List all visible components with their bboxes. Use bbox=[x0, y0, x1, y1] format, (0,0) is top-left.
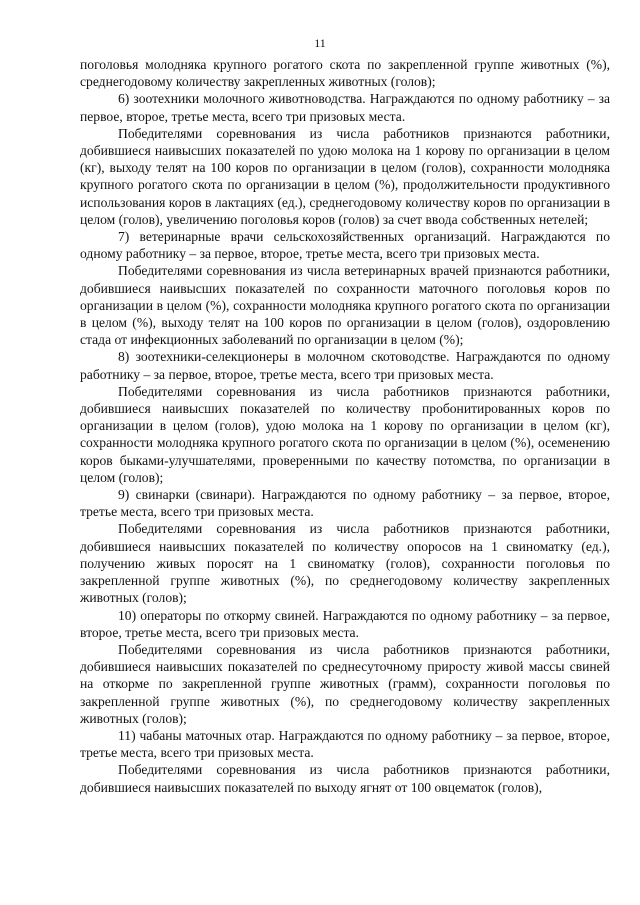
paragraph-item-10: 10) операторы по откорму свиней. Награждаются по одному работнику – за первое, второе, третье места, всего три призовых места. bbox=[80, 607, 610, 640]
paragraph-item-8: 8) зоотехники-селекционеры в молочном скотоводстве. Награждаются по одному работнику – за первое, второе, третье места, всего три призовых места. bbox=[80, 349, 610, 382]
paragraph-item-6: 6) зоотехники молочного животноводства. Награждаются по одному работнику – за первое, второе, третье места, всего три призовых места. bbox=[80, 91, 610, 124]
document-body bbox=[80, 56, 610, 796]
paragraph-criteria-7: Победителями соревнования из числа ветеринарных врачей признаются работники, добившиеся наивысших показателей по сохранности маточного поголовья коров по организации в целом (%), сохранности молодняка крупного рогатого скота по организации в целом (%), выходу телят на 100 коров по организации в целом (голов), оздоровлению стада от инфекционных заболеваний по организации в целом (%); bbox=[80, 263, 610, 348]
paragraph-item-7: 7) ветеринарные врачи сельскохозяйственных организаций. Награждаются по одному работнику – за первое, второе, третье места, всего три призовых места. bbox=[80, 229, 610, 262]
paragraph-criteria-8: Победителями соревнования из числа работников признаются работники, добившиеся наивысших показателей по количеству пробонитированных коров по организации в целом (голов), удою молока на 1 корову по организации в целом (кг), сохранности молодняка крупного рогатого скота по организации в целом (%), осеменению коров быками-улучшателями, проверенными по качеству потомства, по организации в целом (голов); bbox=[80, 383, 610, 485]
page-number: 11 bbox=[314, 36, 326, 50]
paragraph-criteria-6: Победителями соревнования из числа работников признаются работники, добившиеся наивысших показателей по удою молока на 1 корову по организации в целом (кг), выходу телят на 100 коров по организации в целом (голов), сохранности молодняка крупного рогатого скота по организации в целом (%), продолжительности продуктивного использования коров в лактациях (ед.), среднегодовому количеству коров по организации в целом (голов), увеличению поголовья коров (голов) за счет ввода собственных нетелей; bbox=[80, 125, 610, 227]
paragraph-item-9: 9) свинарки (свинари). Награждаются по одному работнику – за первое, второе, третье места, всего три призовых места. bbox=[80, 487, 610, 520]
paragraph-item-11: 11) чабаны маточных отар. Награждаются по одному работнику – за первое, второе, третье места, всего три призовых места. bbox=[80, 727, 610, 761]
paragraph-criteria-11: Победителями соревнования из числа работников признаются работники, добившиеся наивысших показателей по выходу ягнят от 100 овцематок (голов), bbox=[80, 762, 610, 795]
paragraph-criteria-10: Победителями соревнования из числа работников признаются работники, добившиеся наивысших показателей по среднесуточному приросту живой массы свиней на откорме по закрепленной группе животных (грамм), сохранности поголовья по закрепленной группе животных (%), по среднегодовому количеству закрепленных животных (голов); bbox=[80, 641, 610, 726]
paragraph-continuation: поголовья молодняка крупного рогатого скота по закрепленной группе животных (%), среднегодовому количеству закрепленных животных (голов); bbox=[80, 57, 610, 90]
paragraph-criteria-9: Победителями соревнования из числа работников признаются работники, добившиеся наивысших показателей по количеству опоросов на 1 свиноматку (ед.), получению живых поросят на 1 свиноматку (голов), сохранности поголовья по закрепленной группе животных (%), по среднегодовому количеству закрепленных животных (голов); bbox=[80, 521, 610, 606]
